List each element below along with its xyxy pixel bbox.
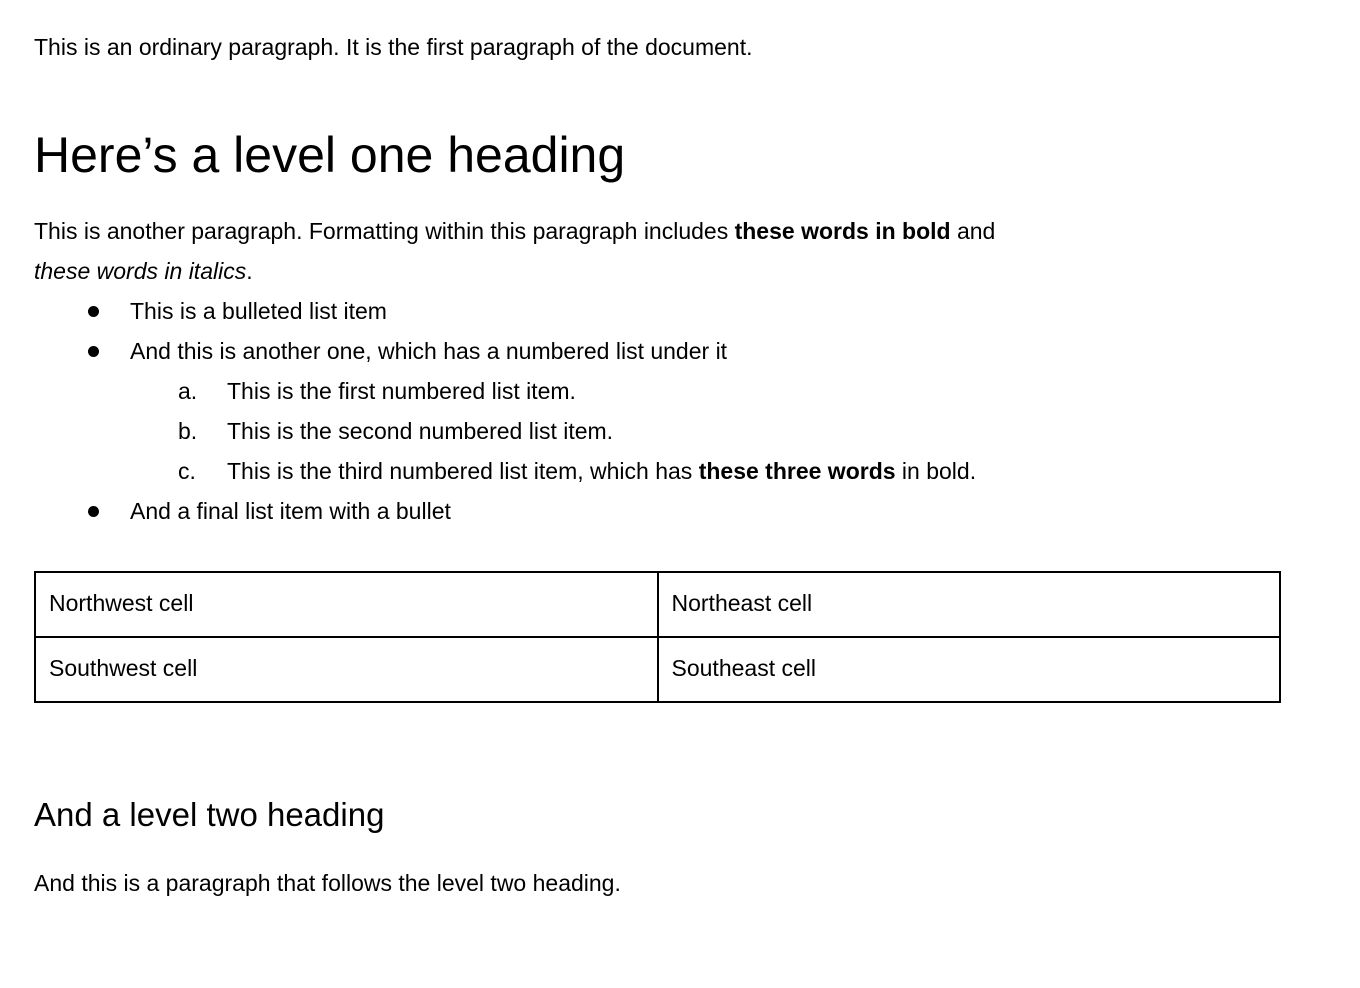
table-cell-southwest: Southwest cell [35,637,658,702]
numbered-item-text: This is the second numbered list item. [227,418,614,444]
intro-paragraph: This is an ordinary paragraph. It is the first paragraph of the document. [34,34,753,60]
bulleted-list [34,291,1326,531]
level-one-heading: Here’s a level one heading [34,127,626,183]
numbered-item-text-start: This is the third numbered list item, which has [227,458,699,484]
numbered-item-text [227,451,1326,491]
numbered-item-text-end: in bold. [895,458,977,484]
table-row [35,637,1280,702]
list-item-text: And this is another one, which has a numbered list under it [130,338,728,364]
numbered-list-item [34,371,1326,411]
italic-text: these words in italics [34,258,247,284]
paragraph-text-end: . [246,258,253,284]
list-item [34,331,1326,371]
list-item [34,291,1326,331]
bullet-icon [88,491,130,531]
table-cell-northeast: Northeast cell [658,572,1281,637]
list-marker-a: a. [178,378,198,404]
table-cell-northwest: Northwest cell [35,572,658,637]
list-item-text: And a final list item with a bullet [130,498,451,524]
level-two-heading: And a level two heading [34,796,385,833]
bold-text: these words in bold [734,218,951,244]
formatted-paragraph [34,211,1326,291]
bold-text: these three words [698,458,896,484]
paragraph-text-middle: and [950,218,996,244]
numbered-item-text: This is the first numbered list item. [227,378,576,404]
list-item [34,491,1326,531]
bullet-icon [88,291,130,331]
list-item-text: This is a bulleted list item [130,298,387,324]
closing-paragraph: And this is a paragraph that follows the level two heading. [34,870,621,896]
numbered-list-item [34,411,1326,451]
paragraph-text-start: This is another paragraph. Formatting within this paragraph includes [34,218,735,244]
content-table [34,571,1281,703]
numbered-list-item [34,451,1326,491]
list-marker-b: b. [178,418,198,444]
table-row [35,572,1280,637]
list-marker-c: c. [178,458,196,484]
table-cell-southeast: Southeast cell [658,637,1281,702]
bullet-icon [88,331,130,371]
